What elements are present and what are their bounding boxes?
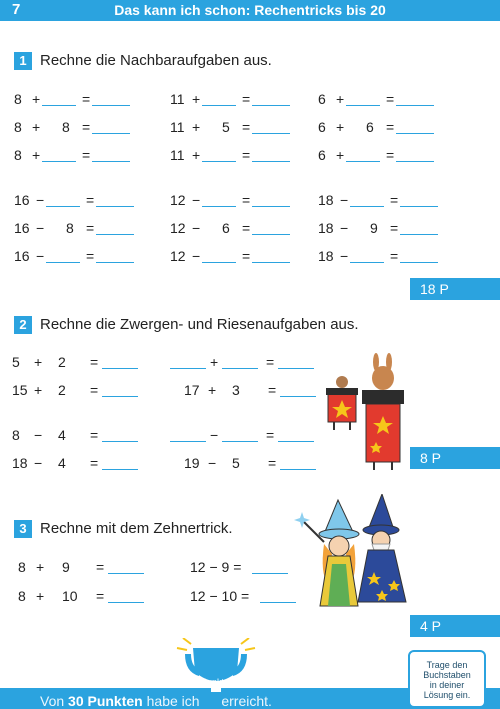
operand-a: 18: [318, 220, 334, 236]
operator: −: [210, 427, 219, 443]
equals-sign: =: [90, 427, 99, 443]
equals-sign: =: [82, 91, 91, 107]
operator: +: [32, 91, 41, 107]
task-2-points: 8 P: [410, 447, 500, 469]
footer-prefix: Von: [40, 693, 65, 709]
blank-operand-field[interactable]: [46, 191, 80, 207]
operand-a: 19: [184, 455, 200, 471]
blank-operand-field[interactable]: [42, 146, 76, 162]
equals-sign: =: [390, 192, 399, 208]
operand-a: 8: [18, 588, 26, 604]
operator: +: [36, 588, 45, 604]
footer-suffix: erreicht.: [221, 693, 272, 709]
answer-field[interactable]: [280, 381, 316, 397]
equals-sign: =: [90, 455, 99, 471]
blank-operand-field[interactable]: [170, 426, 206, 442]
operator: −: [36, 192, 45, 208]
operator: +: [32, 147, 41, 163]
expression: 12 − 10 =: [190, 588, 250, 604]
operator: −: [36, 248, 45, 264]
answer-field[interactable]: [102, 353, 138, 369]
answer-field[interactable]: [252, 247, 290, 263]
answer-field[interactable]: [102, 454, 138, 470]
operator: −: [36, 220, 45, 236]
equals-sign: =: [390, 220, 399, 236]
task-3-number: 3: [14, 520, 32, 538]
equals-sign: =: [386, 91, 395, 107]
operand-a: 18: [12, 455, 28, 471]
blank-operand-field[interactable]: [170, 353, 206, 369]
answer-field[interactable]: [260, 587, 296, 603]
answer-field[interactable]: [96, 219, 134, 235]
equals-sign: =: [242, 147, 251, 163]
blank-operand-field[interactable]: [222, 426, 258, 442]
task-1-points: 18 P: [410, 278, 500, 300]
operator: +: [36, 559, 45, 575]
answer-field[interactable]: [278, 353, 314, 369]
equals-sign: =: [96, 559, 105, 575]
expression: 12 − 9 =: [190, 559, 242, 575]
task-2-number: 2: [14, 316, 32, 334]
solution-letter-note: Trage den Buchstaben in deiner Lösung ein.: [423, 660, 471, 700]
equals-sign: =: [386, 119, 395, 135]
operand-a: 12: [170, 192, 186, 208]
equals-sign: =: [242, 91, 251, 107]
answer-field[interactable]: [96, 191, 134, 207]
answer-field[interactable]: [400, 219, 438, 235]
blank-operand-field[interactable]: [350, 247, 384, 263]
page-title: Das kann ich schon: Rechentricks bis 20: [114, 2, 386, 18]
operand-b: 2: [58, 354, 66, 370]
operand-b: 9: [62, 559, 70, 575]
blank-operand-field[interactable]: [202, 191, 236, 207]
operand-a: 16: [14, 220, 30, 236]
operator: +: [32, 119, 41, 135]
blank-operand-field[interactable]: [202, 90, 236, 106]
footer-total-points: 30 Punkten: [68, 693, 143, 709]
operand-b: 8: [66, 220, 74, 236]
task-1-instruction: Rechne die Nachbaraufgaben aus.: [40, 52, 272, 69]
blank-operand-field[interactable]: [350, 191, 384, 207]
operator: −: [340, 192, 349, 208]
answer-field[interactable]: [396, 146, 434, 162]
operator: +: [336, 119, 345, 135]
operator: −: [34, 427, 43, 443]
blank-operand-field[interactable]: [346, 90, 380, 106]
answer-field[interactable]: [96, 247, 134, 263]
answer-field[interactable]: [252, 90, 290, 106]
operand-a: 18: [318, 192, 334, 208]
answer-field[interactable]: [92, 118, 130, 134]
equals-sign: =: [86, 248, 95, 264]
answer-field[interactable]: [396, 90, 434, 106]
answer-field[interactable]: [92, 90, 130, 106]
task-3-instruction: Rechne mit dem Zehnertrick.: [40, 520, 233, 537]
operand-b: 4: [58, 427, 66, 443]
operand-a: 15: [12, 382, 28, 398]
task-2-instruction: Rechne die Zwergen- und Riesenaufgaben aus.: [40, 316, 359, 333]
answer-field[interactable]: [396, 118, 434, 134]
header-bar: [0, 0, 500, 21]
operator: +: [192, 119, 201, 135]
trophy-label: Punkte: [200, 677, 230, 687]
operand-a: 8: [14, 91, 22, 107]
operand-a: 6: [318, 119, 326, 135]
equals-sign: =: [242, 220, 251, 236]
operand-b: 6: [222, 220, 230, 236]
equals-sign: =: [82, 119, 91, 135]
equals-sign: =: [390, 248, 399, 264]
operator: +: [336, 91, 345, 107]
answer-field[interactable]: [108, 558, 144, 574]
operator: −: [192, 220, 201, 236]
operator: +: [34, 354, 43, 370]
operand-a: 11: [170, 91, 185, 107]
answer-field[interactable]: [280, 454, 316, 470]
equals-sign: =: [266, 427, 275, 443]
task-1-number: 1: [14, 52, 32, 70]
operator: +: [210, 354, 219, 370]
operand-a: 8: [14, 147, 22, 163]
blank-operand-field[interactable]: [202, 247, 236, 263]
magician-hats-illustration: [322, 350, 404, 472]
operand-a: 8: [14, 119, 22, 135]
operator: +: [336, 147, 345, 163]
blank-operand-field[interactable]: [202, 146, 236, 162]
operator: −: [192, 248, 201, 264]
answer-field[interactable]: [252, 219, 290, 235]
equals-sign: =: [90, 382, 99, 398]
equals-sign: =: [268, 455, 277, 471]
operand-a: 5: [12, 354, 20, 370]
task-3-points: 4 P: [410, 615, 500, 637]
equals-sign: =: [86, 192, 95, 208]
operand-a: 8: [18, 559, 26, 575]
operand-a: 17: [184, 382, 200, 398]
equals-sign: =: [242, 119, 251, 135]
operand-a: 11: [170, 119, 185, 135]
operator: +: [192, 147, 201, 163]
blank-operand-field[interactable]: [222, 353, 258, 369]
equals-sign: =: [242, 248, 251, 264]
operator: +: [192, 91, 201, 107]
operand-b: 3: [232, 382, 240, 398]
equals-sign: =: [268, 382, 277, 398]
answer-field[interactable]: [400, 247, 438, 263]
equals-sign: =: [266, 354, 275, 370]
answer-field[interactable]: [252, 558, 288, 574]
operand-b: 5: [222, 119, 230, 135]
answer-field[interactable]: [92, 146, 130, 162]
operand-b: 9: [370, 220, 378, 236]
operator: −: [208, 455, 217, 471]
operand-a: 6: [318, 147, 326, 163]
operand-a: 8: [12, 427, 20, 443]
operand-a: 11: [170, 147, 185, 163]
operand-b: 4: [58, 455, 66, 471]
operand-b: 2: [58, 382, 66, 398]
operand-a: 6: [318, 91, 326, 107]
equals-sign: =: [96, 588, 105, 604]
operand-a: 16: [14, 192, 30, 208]
answer-field[interactable]: [108, 587, 144, 603]
equals-sign: =: [86, 220, 95, 236]
footer-middle: habe ich: [146, 693, 200, 709]
operand-a: 16: [14, 248, 30, 264]
page-number: 7: [12, 1, 21, 18]
equals-sign: =: [82, 147, 91, 163]
operator: −: [340, 220, 349, 236]
operand-b: 6: [366, 119, 374, 135]
equals-sign: =: [90, 354, 99, 370]
operand-a: 12: [170, 220, 186, 236]
blank-operand-field[interactable]: [42, 90, 76, 106]
answer-field[interactable]: [252, 146, 290, 162]
operator: −: [34, 455, 43, 471]
footer-sentence: [40, 693, 272, 709]
operator: +: [34, 382, 43, 398]
answer-field[interactable]: [400, 191, 438, 207]
operator: −: [192, 192, 201, 208]
answer-field[interactable]: [278, 426, 314, 442]
operand-b: 5: [232, 455, 240, 471]
blank-operand-field[interactable]: [346, 146, 380, 162]
operand-a: 12: [170, 248, 186, 264]
operand-a: 18: [318, 248, 334, 264]
operand-b: 8: [62, 119, 70, 135]
operator: +: [208, 382, 217, 398]
operand-b: 10: [62, 588, 78, 604]
equals-sign: =: [386, 147, 395, 163]
answer-field[interactable]: [102, 426, 138, 442]
operator: −: [340, 248, 349, 264]
blank-operand-field[interactable]: [46, 247, 80, 263]
answer-field[interactable]: [252, 191, 290, 207]
equals-sign: =: [242, 192, 251, 208]
answer-field[interactable]: [102, 381, 138, 397]
answer-field[interactable]: [252, 118, 290, 134]
wizards-illustration: [294, 494, 414, 612]
